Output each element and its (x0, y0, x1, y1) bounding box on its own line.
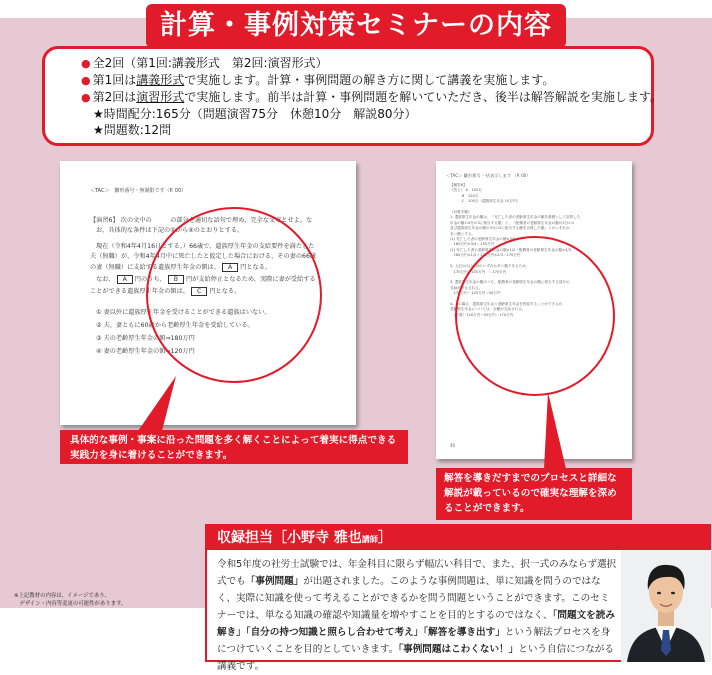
note-line: デザイン・内容等変更の可能性があります。 (14, 601, 127, 607)
answer-line: 170万円＞135万円 ∴ 170万円 (450, 269, 507, 274)
question-callout: 具体的な事例・事案に沿った問題を多く解くことによって着実に得点できる実践力を身に着けることができます。 (60, 430, 408, 464)
doc1-line-text: 円となる。 (209, 288, 241, 295)
presenter-header (207, 526, 709, 550)
body-text: という解法プロセスを身につけていくことを目的としていきます。 (217, 627, 611, 655)
page-number: 40 (450, 443, 456, 448)
doc1-condition: ② 夫、妻ともに60歳から老齢厚生年金を受給している。 (96, 322, 254, 329)
answer-line: 老齢厚生年金については、全額が支給される。 (450, 307, 526, 312)
answer-line: （計算）120万円＋50万円＝170万円 (450, 312, 514, 317)
answer-line: 1. 遺族厚生年金の額は、「死亡した者の老齢厚生年金の額を基礎として計算した (450, 215, 581, 220)
info-bullet-3-text-c: で実施します。前半は計算・事例問題を解いていただき、後半は解答解説を実施します。 (184, 90, 662, 104)
blank-box-c: C (191, 287, 207, 296)
page-title: 計算・事例対策セミナーの内容 (146, 4, 566, 48)
answer-line: 及び遺族厚生年金の額の3分の2に相当する額を合算した額」とのいずれか (450, 226, 570, 231)
answer-line: 4. この場合、遺族厚生年金と老齢厚生年金を併給することができるが、 (450, 301, 566, 306)
callout-pointer-1 (138, 376, 176, 431)
answer-line: 年金の額の4分の3に相当する額」と、「配偶者の老齢厚生年金の額の2分の1 (450, 220, 575, 225)
emphasis-text: 「事例問題はこわくない！」 (398, 644, 519, 655)
doc2-header: ＜TAC＞ 雛形番号 一括表示します （P. 00） (446, 173, 531, 178)
doc1-condition: ③ 夫の老齢厚生年金の額⇒180万円 (96, 335, 195, 342)
doc1-line: 【演習6】 次の文中の の部分を適切な語句で埋め、完全な文章とせよ。な (90, 217, 313, 224)
answer-line: 多い額とする。 (450, 231, 476, 236)
blank-box-a: A (222, 263, 238, 272)
doc1-condition: ① 妻以外に遺族厚生年金を受けることができる遺族はいない。 (96, 309, 271, 316)
disclaimer-note (14, 592, 126, 608)
answer-line: 《答え》 A 100万 (450, 188, 483, 193)
bullet-dot-icon: ● (81, 57, 91, 70)
answer-line: 《計算手順》 (450, 210, 472, 215)
info-count: ★問題数:12問 (93, 123, 172, 137)
presenter-role: 講師 (361, 535, 378, 544)
answer-line: (2) 死亡した者の老齢厚生年金の額×1/2＋配偶者の老齢厚生年金の額×2/3 (450, 247, 571, 252)
emphasis-text: 「問題文を読み解き」「自分の持つ知識と照らし合わせて考え」「解答を導き出す」 (217, 610, 615, 638)
presenter-header-text (217, 526, 392, 552)
info-time: ★時間配分:165分（問題演習75分 休憩10分 解説80分） (93, 107, 417, 121)
doc1-line-text: の妻（無職）に支給する遺族厚生年金の額は、 (90, 264, 220, 271)
bullet-dot-icon: ● (81, 74, 91, 87)
doc1-line: 夫（無職）が、令和4年4月中に死亡したと仮定した場合における、その妻の66歳 (90, 253, 317, 260)
info-bullet-3-text-a: 第2回は (92, 90, 137, 104)
body-text: 令和5年度の社労士試験では、年金科目に限らず幅広い科目で、また、択一式のみならず選択式でも (217, 559, 617, 587)
doc1-line-text: 円のうち、 (134, 276, 166, 283)
presenter-portrait-icon (621, 550, 711, 662)
blank-box-b: B (168, 275, 184, 284)
blank-box-a: A (117, 275, 133, 284)
callout-pointer-2 (544, 392, 566, 469)
answer-line: B 120万 (450, 193, 479, 198)
presenter-description (217, 556, 617, 675)
info-bullet-1-text: 全2回（第1回:講義形式 第2回:演習形式） (92, 56, 328, 70)
answer-line: 3. 遺族厚生年金の額のうち、配偶者の老齢厚生年金の額に相当する部分の (450, 280, 570, 285)
presenter-name: 小野寺 雅也 (287, 530, 362, 546)
doc1-line-text: 円となる。 (240, 264, 272, 271)
doc1-line-text: なお、 (96, 276, 115, 283)
info-bullet-2-text-a: 第1回は (92, 73, 137, 87)
doc1-line: 現在（令和4年4月16日とする。）66歳で、遺族厚生年金の支給要件を満たした (96, 243, 315, 250)
presenter-close: ］ (377, 530, 392, 546)
body-text: という自信につながる講義です。 (217, 644, 614, 672)
answer-line: 2. 上記の(1)と(2)のいずれか多い額であるため、 (450, 264, 530, 269)
info-bullet-2-text-c: で実施します。計算・事例問題の解き方に関して講義を実施します。 (184, 73, 555, 87)
doc1-line: お、具体的な条件は下記の①から④のとおりとする。 (96, 227, 244, 234)
answer-line: (1) 死亡した者の老齢厚生年金の額×3/4 (450, 237, 516, 242)
info-bullet-3-text-b: 演習形式 (136, 90, 185, 104)
body-text: が出題されました。このような事例問題は、単に知識を問うのではなく、実際に知識を使って考えることができるかを問う問題ということができます。このセミナーでは、単なる知識の確認や知識量を増やすことを目的とするのではなく、 (217, 576, 610, 621)
presenter-photo (621, 550, 711, 662)
emphasis-text: 「事例問題」 (245, 576, 304, 587)
note-line: ※上記教材の内容は、イメージであり、 (14, 593, 110, 599)
answer-line: 180万円×1/2＋120万円×2/3＝170万円 (450, 253, 521, 258)
doc1-line-text: 円が支給停止となるため、実際に妻が受給する (185, 276, 316, 283)
answer-line: 【解答6】 (450, 183, 467, 187)
info-bullet-2-text-b: 講義形式 (136, 73, 185, 87)
presenter-box (205, 524, 711, 672)
answer-line: 180万円×3/4＝135万円 (450, 242, 495, 247)
doc1-line-text: ことができる遺族厚生年金の額は、 (90, 288, 189, 295)
doc1-condition: ④ 妻の老齢厚生年金の額⇒120万円 (96, 348, 195, 355)
answer-line: 支給が停止される。 (450, 285, 483, 290)
doc1-header: ＜TAC＞ 雛形番号・無制限です（P. 00） (90, 188, 187, 194)
presenter-label: 収録担当［ (217, 530, 287, 546)
bullet-dot-icon: ● (81, 91, 91, 104)
answer-line: C 100万（遺族厚生年金 10万円） (450, 199, 521, 204)
answer-callout: 解答を導きだすまでのプロセスと詳細な解説が載っているので確実な理解を深めることができます。 (436, 468, 632, 520)
answer-line: 170万円－120万円＝50万円 (450, 291, 501, 296)
